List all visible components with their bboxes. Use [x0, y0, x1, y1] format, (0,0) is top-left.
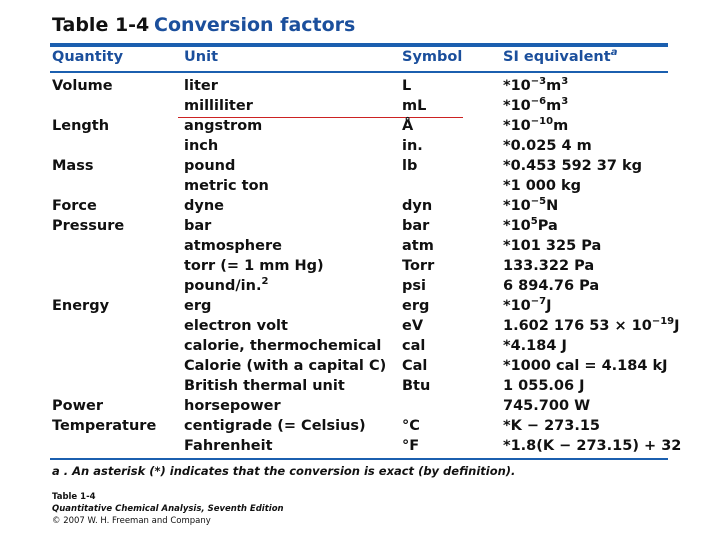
unit-text: milliliter	[184, 98, 253, 114]
si-unit: m	[546, 98, 562, 114]
si-exponent: −6	[530, 96, 547, 107]
cell-quantity	[52, 296, 109, 316]
cell-si-equivalent	[503, 376, 585, 396]
unit-text: calorie, thermochemical	[184, 338, 382, 354]
si-text: *10	[503, 218, 531, 234]
table-row	[0, 316, 720, 336]
si-text: *10	[503, 118, 531, 134]
si-text: *10	[503, 198, 531, 214]
cell-symbol	[402, 76, 411, 96]
quantity-text: Force	[52, 198, 97, 214]
cell-quantity	[52, 156, 93, 176]
cell-si-equivalent	[503, 96, 568, 116]
cell-si-equivalent	[503, 176, 581, 196]
cell-symbol	[402, 336, 425, 356]
table-row	[0, 436, 720, 456]
header-rule	[50, 71, 668, 73]
cell-quantity	[52, 396, 103, 416]
table-row	[0, 156, 720, 176]
symbol-text: dyn	[402, 198, 433, 214]
cell-si-equivalent	[503, 136, 592, 156]
symbol-text: in.	[402, 138, 423, 154]
credit-table: Table 1-4	[52, 492, 96, 502]
cell-symbol	[402, 436, 419, 456]
cell-unit	[184, 76, 218, 96]
si-exponent: −19	[651, 316, 675, 327]
cell-symbol	[402, 236, 434, 256]
si-text: *4.184 J	[503, 338, 567, 354]
header-unit: Unit	[184, 49, 218, 65]
si-exponent: 5	[530, 216, 538, 227]
credit-book: Quantitative Chemical Analysis, Seventh Edition	[52, 504, 284, 514]
table-row	[0, 76, 720, 96]
header-si	[503, 49, 617, 65]
table-row	[0, 296, 720, 316]
si-exponent: −7	[530, 296, 547, 307]
cell-symbol	[402, 276, 426, 296]
cell-unit	[184, 296, 211, 316]
si-text: *1.8(K − 273.15) + 32	[503, 438, 682, 454]
cell-unit	[184, 436, 273, 456]
table-row	[0, 276, 720, 296]
table-title-text: Conversion factors	[154, 14, 356, 36]
cell-unit	[184, 256, 324, 276]
si-text: 133.322 Pa	[503, 258, 595, 274]
si-text: *10	[503, 298, 531, 314]
symbol-text: Btu	[402, 378, 431, 394]
table-row	[0, 356, 720, 376]
quantity-text: Pressure	[52, 218, 125, 234]
bottom-rule	[50, 458, 668, 460]
unit-text: British thermal unit	[184, 378, 345, 394]
unit-text: pound/in.	[184, 278, 262, 294]
symbol-text: L	[402, 78, 412, 94]
unit-text: centigrade (= Celsius)	[184, 418, 366, 434]
table-row	[0, 216, 720, 236]
table-row	[0, 416, 720, 436]
table-title	[52, 14, 355, 40]
table-row	[0, 136, 720, 156]
table-row	[0, 96, 720, 116]
quantity-text: Volume	[52, 78, 113, 94]
cell-symbol	[402, 136, 423, 156]
cell-si-equivalent	[503, 356, 668, 376]
cell-symbol	[402, 196, 432, 216]
symbol-text: lb	[402, 158, 418, 174]
top-rule	[50, 43, 668, 47]
si-unit: J	[674, 318, 680, 334]
symbol-text: Torr	[402, 258, 435, 274]
symbol-text: Å	[402, 118, 414, 134]
cell-symbol	[402, 96, 426, 116]
symbol-text: mL	[402, 98, 427, 114]
cell-symbol	[402, 356, 427, 376]
cell-quantity	[52, 416, 156, 436]
table-row	[0, 116, 720, 136]
symbol-text: bar	[402, 218, 430, 234]
cell-unit	[184, 336, 381, 356]
header-symbol: Symbol	[402, 49, 463, 65]
cell-si-equivalent	[503, 436, 681, 456]
table-row	[0, 396, 720, 416]
cell-si-equivalent	[503, 296, 552, 316]
unit-text: inch	[184, 138, 219, 154]
unit-text: horsepower	[184, 398, 281, 414]
si-unit-exponent: 3	[561, 76, 569, 87]
symbol-text: atm	[402, 238, 434, 254]
symbol-text: eV	[402, 318, 424, 334]
si-text: *101 325 Pa	[503, 238, 602, 254]
si-text: *0.453 592 37 kg	[503, 158, 643, 174]
cell-si-equivalent	[503, 416, 600, 436]
header-si-text: SI equivalent	[503, 49, 611, 65]
cell-quantity	[52, 116, 109, 136]
cell-si-equivalent	[503, 276, 599, 296]
symbol-text: °C	[402, 418, 420, 434]
cell-symbol	[402, 316, 423, 336]
cell-si-equivalent	[503, 76, 568, 96]
si-exponent: −3	[530, 76, 547, 87]
unit-text: pound	[184, 158, 236, 174]
cell-si-equivalent	[503, 116, 568, 136]
unit-text: dyne	[184, 198, 224, 214]
cell-unit	[184, 156, 235, 176]
cell-si-equivalent	[503, 396, 590, 416]
cell-si-equivalent	[503, 156, 642, 176]
si-unit: m	[546, 78, 562, 94]
cell-quantity	[52, 76, 113, 96]
cell-si-equivalent	[503, 236, 601, 256]
si-text: *10	[503, 98, 531, 114]
unit-text: electron volt	[184, 318, 288, 334]
si-text: 745.700 W	[503, 398, 591, 414]
symbol-text: erg	[402, 298, 430, 314]
unit-text: metric ton	[184, 178, 269, 194]
header-si-mark: a	[610, 47, 618, 58]
cell-unit	[184, 356, 386, 376]
table-row	[0, 196, 720, 216]
unit-superscript: 2	[261, 276, 269, 287]
cell-unit	[184, 376, 345, 396]
si-unit: m	[553, 118, 569, 134]
unit-text: Calorie (with a capital C)	[184, 358, 387, 374]
cell-unit	[184, 216, 211, 236]
si-unit-exponent: 3	[561, 96, 569, 107]
cell-unit	[184, 96, 253, 116]
cell-unit	[184, 236, 282, 256]
cell-unit	[184, 416, 366, 436]
quantity-text: Energy	[52, 298, 110, 314]
quantity-text: Length	[52, 118, 110, 134]
table-row	[0, 236, 720, 256]
cell-unit	[184, 316, 288, 336]
unit-text: Fahrenheit	[184, 438, 273, 454]
cell-symbol	[402, 156, 417, 176]
cell-unit	[184, 276, 268, 296]
si-text: *1000 cal = 4.184 kJ	[503, 358, 668, 374]
si-text: *K − 273.15	[503, 418, 601, 434]
si-unit: J	[546, 298, 552, 314]
cell-unit	[184, 176, 269, 196]
cell-si-equivalent	[503, 196, 558, 216]
cell-unit	[184, 196, 224, 216]
table-row	[0, 376, 720, 396]
unit-text: bar	[184, 218, 212, 234]
table-row	[0, 256, 720, 276]
cell-symbol	[402, 376, 430, 396]
unit-text: angstrom	[184, 118, 263, 134]
symbol-text: °F	[402, 438, 420, 454]
quantity-text: Mass	[52, 158, 94, 174]
cell-si-equivalent	[503, 256, 594, 276]
cell-symbol	[402, 416, 420, 436]
cell-si-equivalent	[503, 336, 567, 356]
quantity-text: Temperature	[52, 418, 157, 434]
unit-text: erg	[184, 298, 212, 314]
si-text: 6 894.76 Pa	[503, 278, 600, 294]
cell-quantity	[52, 196, 97, 216]
si-unit: Pa	[537, 218, 558, 234]
si-text: *0.025 4 m	[503, 138, 592, 154]
table-row	[0, 176, 720, 196]
header-quantity: Quantity	[52, 49, 124, 65]
unit-text: atmosphere	[184, 238, 282, 254]
unit-text: liter	[184, 78, 218, 94]
table-row	[0, 336, 720, 356]
footnote: a . An asterisk (*) indicates that the conversion is exact (by definition).	[52, 464, 516, 478]
si-text: 1.602 176 53 × 10	[503, 318, 652, 334]
quantity-text: Power	[52, 398, 103, 414]
si-text: *1 000 kg	[503, 178, 582, 194]
si-text: *10	[503, 78, 531, 94]
cell-unit	[184, 396, 281, 416]
si-unit: N	[546, 198, 559, 214]
table-number: Table 1-4	[52, 14, 150, 36]
cell-symbol	[402, 216, 429, 236]
symbol-text: psi	[402, 278, 426, 294]
si-exponent: −5	[530, 196, 547, 207]
cell-si-equivalent	[503, 316, 680, 336]
cell-symbol	[402, 116, 413, 136]
cell-symbol	[402, 256, 434, 276]
cell-si-equivalent	[503, 216, 558, 236]
si-text: 1 055.06 J	[503, 378, 585, 394]
si-exponent: −10	[530, 116, 554, 127]
cell-quantity	[52, 216, 124, 236]
cell-unit	[184, 116, 262, 136]
credit-copyright: © 2007 W. H. Freeman and Company	[52, 516, 211, 526]
unit-text: torr (= 1 mm Hg)	[184, 258, 324, 274]
cell-symbol	[402, 296, 429, 316]
symbol-text: Cal	[402, 358, 428, 374]
cell-unit	[184, 136, 218, 156]
symbol-text: cal	[402, 338, 426, 354]
